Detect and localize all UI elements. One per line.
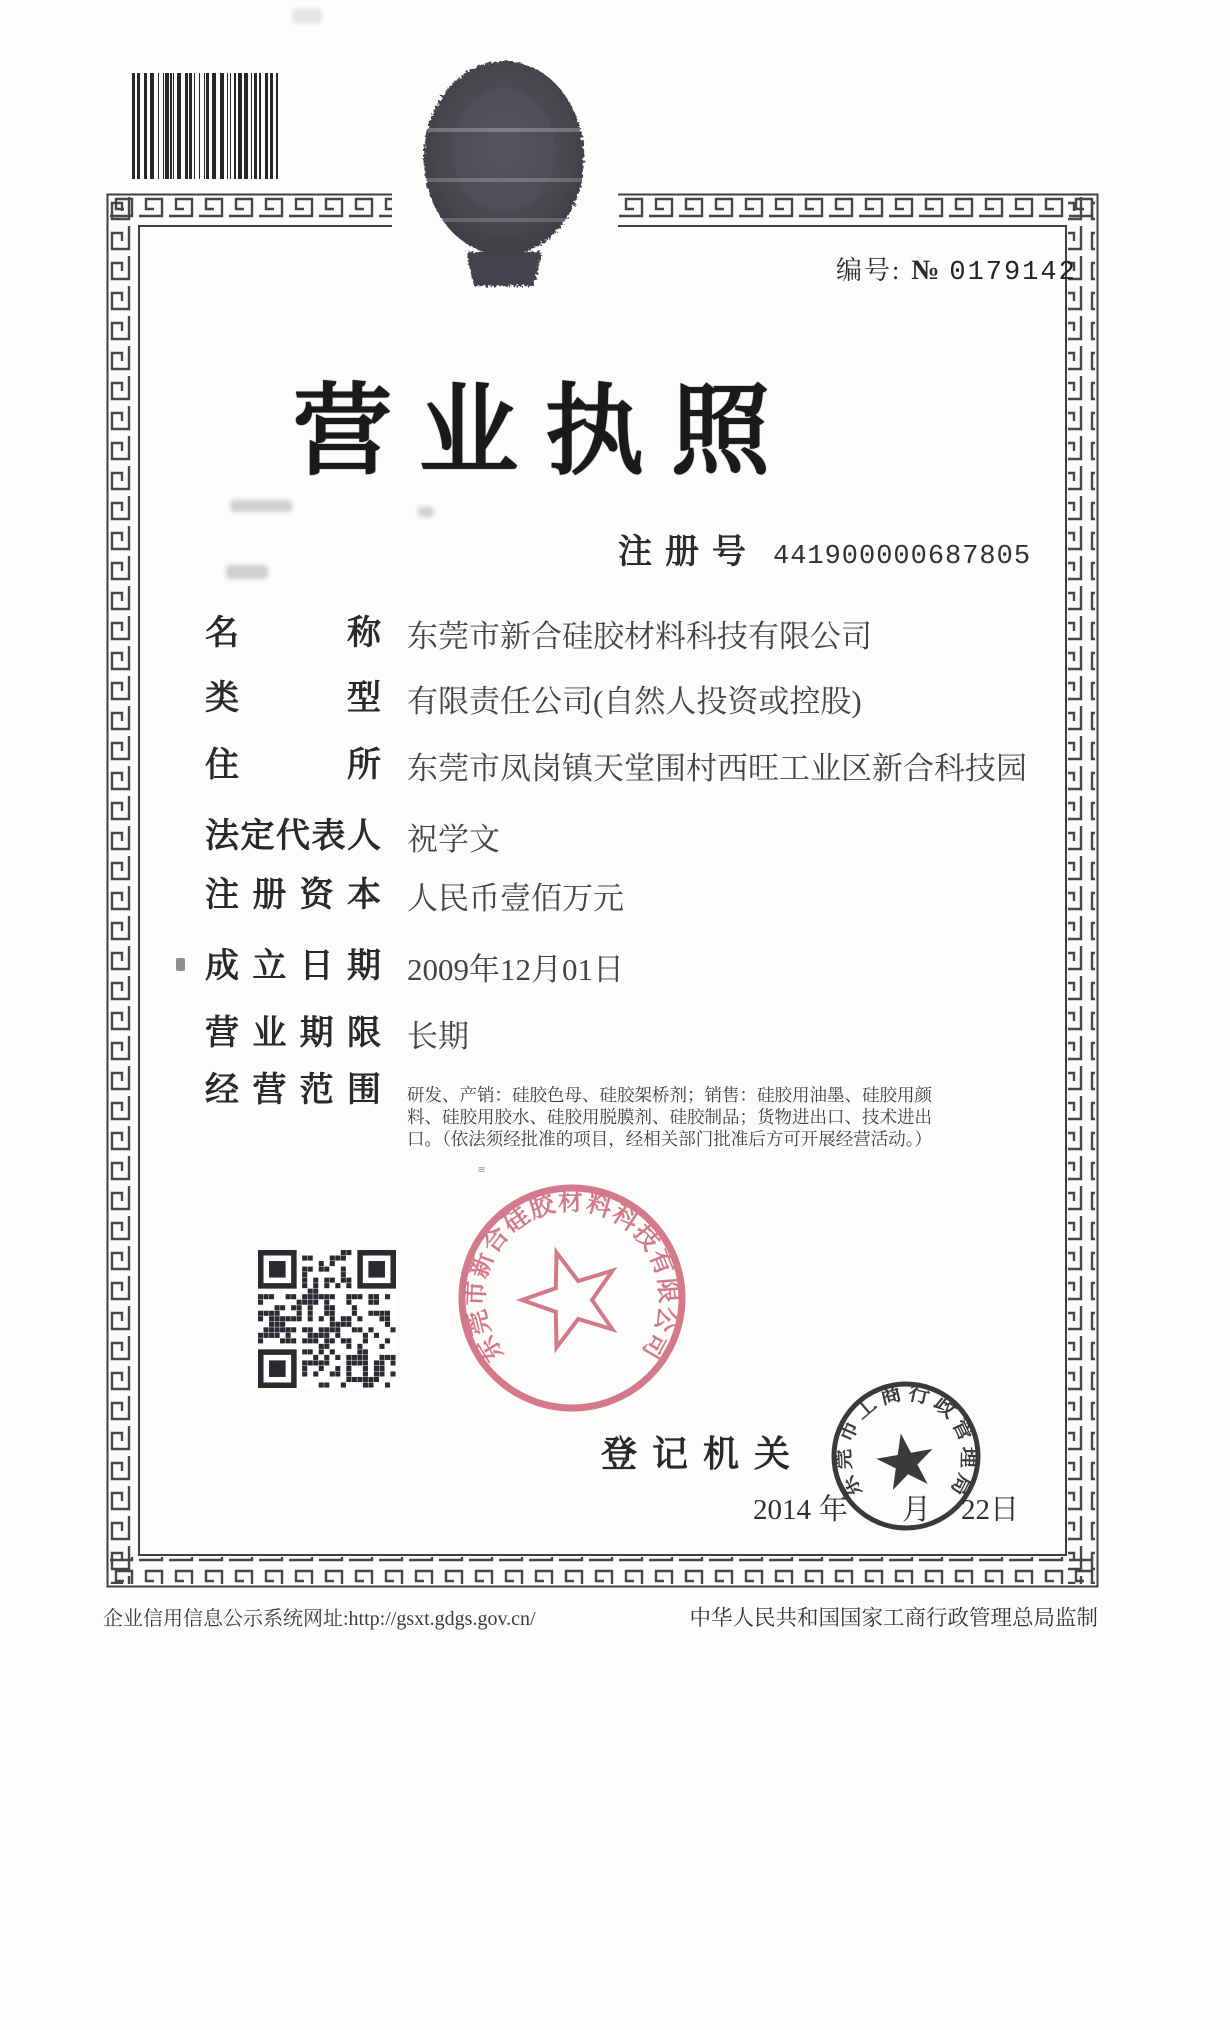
field-row-type <box>205 680 1070 721</box>
field-value: 东莞市新合硅胶材料科技有限公司 <box>407 619 872 654</box>
month-unit: 月 <box>902 1494 932 1526</box>
field-label: 法定代表人 <box>205 818 381 855</box>
serial-number: 0179142 <box>949 258 1077 288</box>
svg-text:东莞市工商行政管理局 <box>831 1380 982 1501</box>
field-label: 经营范围 <box>205 1072 381 1109</box>
field-value: 人民币壹佰万元 <box>407 881 624 916</box>
registration-label: 注册号 <box>618 534 759 571</box>
field-label: 注册资本 <box>205 877 381 914</box>
svg-text:东莞市新合硅胶材料科技有限公司 <box>462 1188 683 1367</box>
field-value: 研发、产销：硅胶色母、硅胶架桥剂；销售：硅胶用油墨、硅胶用颜料、硅胶用胶水、硅胶用脱膜剂、硅胶制品；货物进出口、技术进出口。（依法须经批准的项目，经相关部门批准后方可开展经营活动。） <box>407 1085 932 1150</box>
field-row-legal-rep <box>205 818 1070 859</box>
field-value: 东莞市凤岗镇天堂围村西旺工业区新合科技园 <box>407 751 1027 786</box>
registration-number-line <box>618 524 1031 573</box>
footer-issuing-authority: 中华人民共和国国家工商行政管理总局监制 <box>689 1606 1098 1630</box>
registrar-label: 登记机关 <box>601 1434 806 1474</box>
registration-value: 441900000687805 <box>773 542 1032 572</box>
field-label: 名称 <box>205 615 381 652</box>
seal-star-icon <box>522 1252 613 1347</box>
footer-public-info-url: 企业信用信息公示系统网址:http://gsxt.gdgs.gov.cn/ <box>103 1608 536 1630</box>
field-row-capital <box>205 877 1070 918</box>
field-label: 住所 <box>205 747 381 784</box>
serial-number-line <box>836 250 1077 288</box>
field-row-name <box>205 615 1070 656</box>
scan-artifact-glyph: ≡ <box>478 1162 487 1177</box>
red-company-seal <box>452 1178 692 1418</box>
field-row-term <box>205 1015 1070 1056</box>
numero-sign: № <box>911 255 940 286</box>
field-row-established <box>205 948 1070 989</box>
field-value: 祝学文 <box>407 822 500 857</box>
field-row-business-scope <box>205 1072 1070 1150</box>
china-national-emblem-icon <box>420 58 588 290</box>
issue-year: 2014 <box>753 1494 811 1526</box>
qr-code-icon <box>258 1250 396 1388</box>
issue-day: 22 <box>961 1494 991 1526</box>
field-label: 类型 <box>205 680 381 717</box>
stamp-text: 东莞市工商行政管理局 <box>830 1380 982 1502</box>
serial-label: 编号: <box>836 256 902 285</box>
scan-artifact <box>292 8 322 24</box>
field-row-address <box>205 747 1070 788</box>
field-value: 有限责任公司(自然人投资或控股) <box>407 684 862 719</box>
field-label: 成立日期 <box>205 948 381 985</box>
field-value: 2009年12月01日 <box>407 952 624 987</box>
document-title: 营业执照 <box>293 375 797 486</box>
stamp-star-icon <box>876 1434 932 1491</box>
field-value: 长期 <box>407 1019 469 1054</box>
barcode-icon <box>130 73 283 179</box>
black-registrar-stamp <box>827 1377 985 1535</box>
seal-text: 东莞市新合硅胶材料科技有限公司 <box>462 1188 682 1367</box>
year-unit: 年 <box>819 1494 849 1526</box>
field-label: 营业期限 <box>205 1015 381 1052</box>
day-unit: 日 <box>990 1494 1020 1526</box>
